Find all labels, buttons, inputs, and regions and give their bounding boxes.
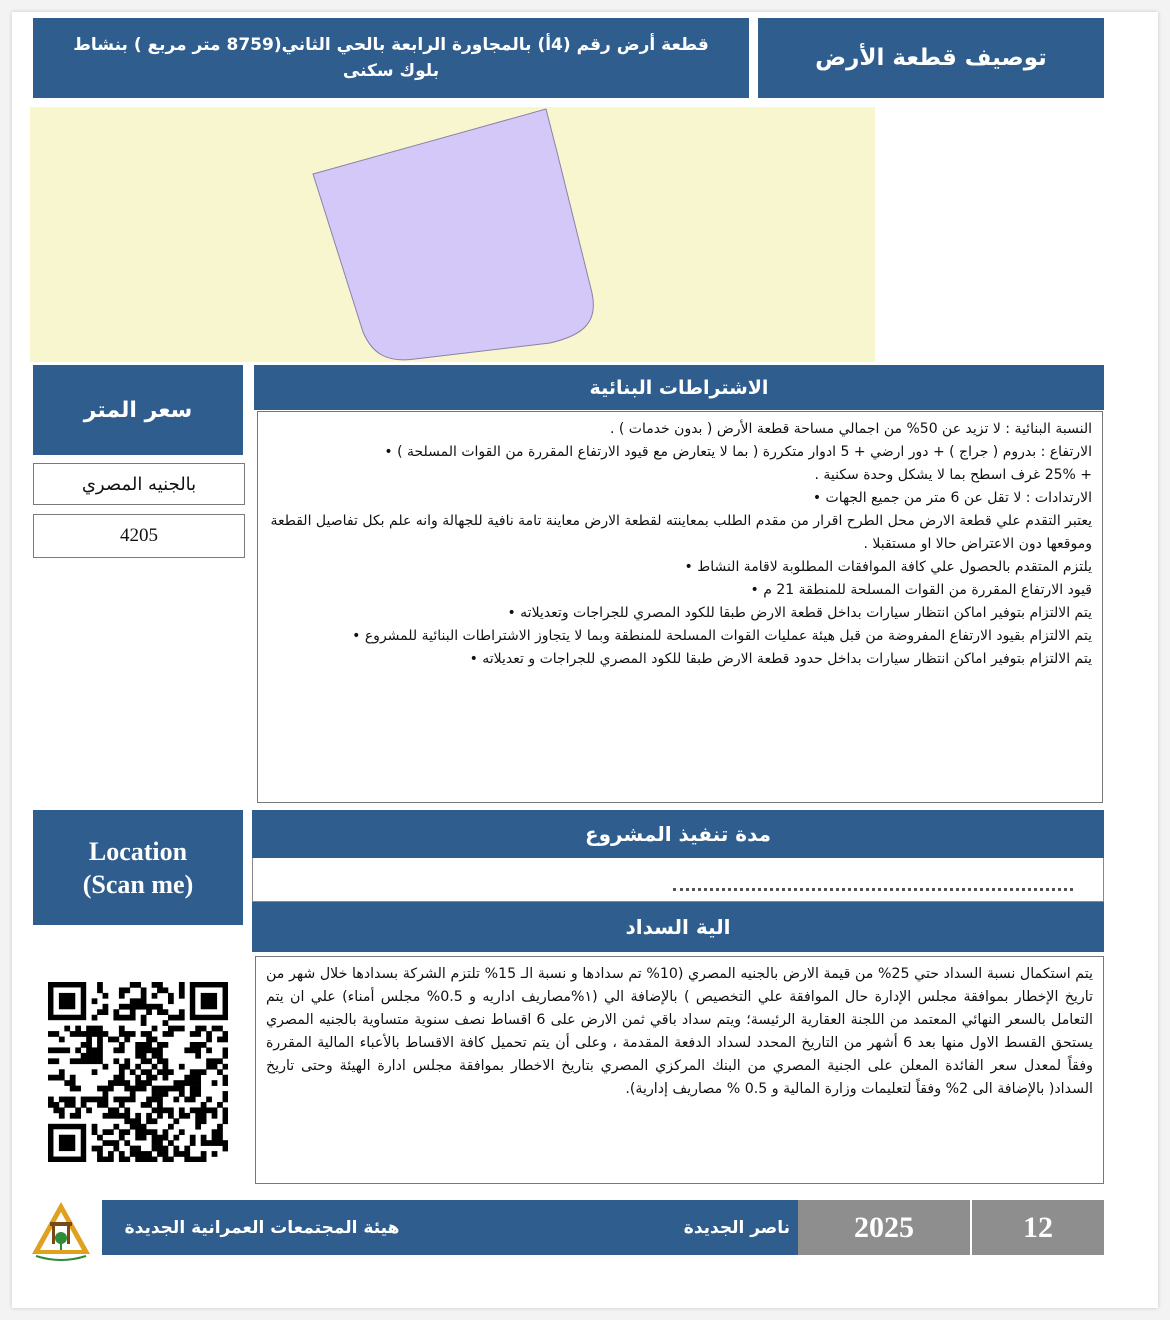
condition-item: + 25% غرف اسطح بما لا يشكل وحدة سكنية . (814, 467, 1092, 483)
plot-map (30, 107, 875, 362)
conditions-list (257, 411, 1103, 803)
footer-city: ناصر الجديدة (422, 1200, 798, 1255)
condition-item: يتم الالتزام بتوفير اماكن انتظار سيارات بداخل حدود قطعة الارض طبقا للكود المصري للجراجات و تعديلاته • (469, 651, 1092, 667)
qr-icon (48, 982, 228, 1162)
price-currency: بالجنيه المصري (33, 463, 245, 505)
location-heading (33, 810, 243, 925)
authority-logo-icon (28, 1198, 94, 1264)
condition-item: الارتفاع : بدروم ( جراج ) + دور ارضي + 5 ادوار متكررة ( بما لا يتعارض مع قيود الارتفاع المقررة من القوات المسلحة ) • (384, 444, 1092, 460)
condition-item: الارتدادات : لا تقل عن 6 متر من جميع الجهات • (812, 490, 1092, 506)
condition-item: يلتزم المتقدم بالحصول علي كافة الموافقات المطلوبة لاقامة النشاط • (684, 559, 1092, 575)
condition-item: يتم الالتزام بتوفير اماكن انتظار سيارات بداخل قطعة الارض طبقا للكود المصري للجراجات وتعديلاته • (507, 605, 1092, 621)
location-qr-code[interactable] (48, 982, 228, 1162)
condition-item: قيود الارتفاع المقررة من القوات المسلحة للمنطقة 21 م • (750, 582, 1092, 598)
location-label: Location (88, 836, 188, 866)
duration-body (252, 858, 1104, 902)
page-title: توصيف قطعة الأرض (758, 18, 1104, 98)
footer-authority: هيئة المجتمعات العمرانية الجديدة (102, 1200, 422, 1255)
condition-item: يعتبر التقدم علي قطعة الارض محل الطرح اقرار من مقدم الطلب بمعاينته لقطعة الارض معاينة تامة نافية للجهالة وانه علم بكل تفاصيل القطعة وموقعها دون الاعتراض حالا او مستقبلا . (270, 513, 1092, 552)
price-value: 4205 (33, 514, 245, 558)
price-heading: سعر المتر (33, 365, 243, 455)
plot-description: قطعة أرض رقم (4أ) بالمجاورة الرابعة بالحي الثاني(8759 متر مربع ) بنشاط بلوك سكنى (33, 18, 749, 98)
conditions-heading: الاشتراطات البنائية (254, 365, 1104, 410)
payment-heading: الية السداد (252, 902, 1104, 952)
page-number: 12 (972, 1200, 1104, 1255)
scan-me-label: (Scan me) (82, 869, 194, 899)
plot-shape (30, 107, 875, 362)
payment-text: يتم استكمال نسبة السداد حتي 25% من قيمة الارض بالجنيه المصري (10% تم سدادها و نسبة الـ 15% تلتزم الشركة بسدادها خلال شهر من تاريخ الإخطار بموافقة مجلس الإدارة حال الموافقة علي التخصيص ) بالإضافة الي (١%مصاريف اداريه و 0.5% مجلس أمناء) علي ان يتم التعامل بالسعر النهائي المعتمد من اللجنة العقارية الرئيسة؛ ويتم سداد باقي ثمن الارض على 6 اقساط نصف سنوية متساوية بالجنيه المصري يستحق القسط الاول منها بعد 6 أشهر من التاريخ المحدد لسداد الدفعة المقدمة ، وعلى أن يتم تحميل كافة الاقساط بالأعباء المالية المقررة وفقاً لمعدل سعر الفائدة المعلن على الجنية المصري من البنك المركزي المصري بتاريخ الاخطار بموافقة مجلس ادارة الهيئة وحتى تاريخ السداد( بالإضافة الى 2% وفقاً لتعليمات وزارة المالية و 0.5 % مصاريف إدارية). (255, 956, 1104, 1184)
condition-item: يتم الالتزام بقيود الارتفاع المفروضة من قبل هيئة عمليات القوات المسلحة للمنطقة وبما لا يتجاوز الاشتراطات البنائية للمشروع • (352, 628, 1092, 644)
condition-item: النسبة البنائية : لا تزيد عن 50% من اجمالي مساحة قطعة الأرض ( بدون خدمات ) . (609, 421, 1092, 437)
footer-year: 2025 (798, 1200, 970, 1255)
duration-heading: مدة تنفيذ المشروع (252, 810, 1104, 858)
